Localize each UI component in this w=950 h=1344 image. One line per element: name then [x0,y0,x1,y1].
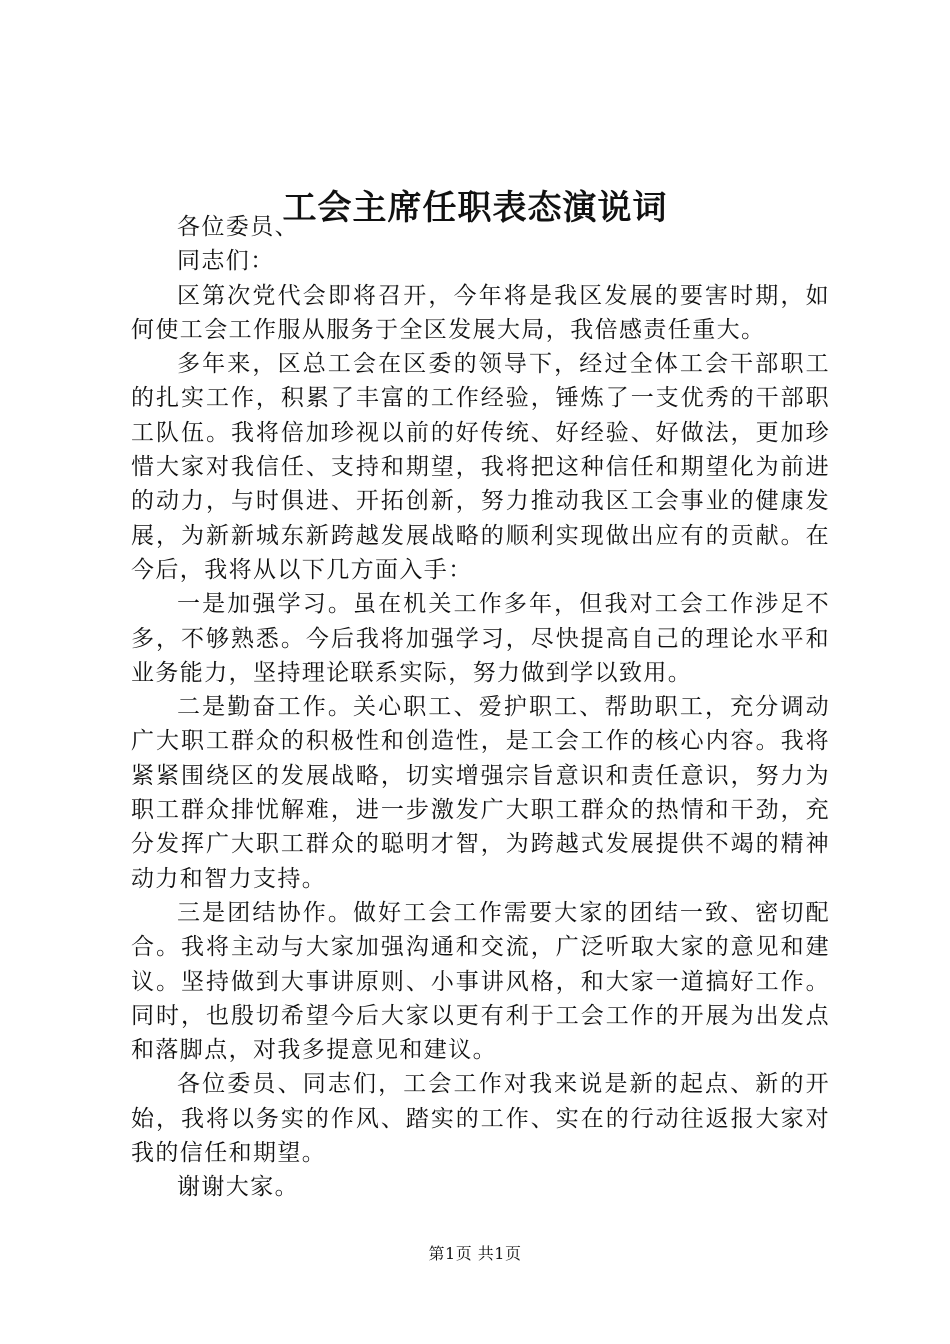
body-paragraph: 各位委员、同志们，工会工作对我来说是新的起点、新的开始，我将以务实的作风、踏实的工作、实在的行动往返报大家对我的信任和期望。 [131,1071,830,1167]
body-paragraph: 区第次党代会即将召开，今年将是我区发展的要害时期，如何使工会工作服从服务于全区发展大局，我倍感责任重大。 [131,282,830,343]
body-paragraph: 三是团结协作。做好工会工作需要大家的团结一致、密切配合。我将主动与大家加强沟通和交流，广泛听取大家的意见和建议。坚持做到大事讲原则、小事讲风格，和大家一道搞好工作。同时，也殷切希望今后大家以更有利于工会工作的开展为出发点和落脚点，对我多提意见和建议。 [131,899,830,1064]
body-paragraph: 二是勤奋工作。关心职工、爱护职工、帮助职工，充分调动广大职工群众的积极性和创造性，是工会工作的核心内容。我将紧紧围绕区的发展战略，切实增强宗旨意识和责任意识，努力为职工群众排忧解难，进一步激发广大职工群众的热情和干劲，充分发挥广大职工群众的聪明才智，为跨越式发展提供不竭的精神动力和智力支持。 [131,694,830,892]
body-paragraph: 一是加强学习。虽在机关工作多年，但我对工会工作涉足不多，不够熟悉。今后我将加强学习，尽快提高自己的理论水平和业务能力，坚持理论联系实际，努力做到学以致用。 [131,591,830,686]
salutation-line: 各位委员、 [177,214,299,240]
body-paragraph: 多年来，区总工会在区委的领导下，经过全体工会干部职工的扎实工作，积累了丰富的工作经验，锤炼了一支优秀的干部职工队伍。我将倍加珍视以前的好传统、好经验、好做法，更加珍惜大家对我信任、支持和期望，我将把这种信任和期望化为前进的动力，与时俱进、开拓创新，努力推动我区工会事业的健康发展，为新新城东新跨越发展战略的顺利实现做出应有的贡献。在今后，我将从以下几方面入手： [131,351,830,583]
closing-line: 谢谢大家。 [177,1174,299,1201]
page-footer [0,1244,950,1264]
salutation-line: 同志们： [177,248,275,275]
document-body [131,210,830,1205]
page-indicator: 第1页 共1页 [428,1244,522,1263]
document-title: 工会主席任职表态演说词 [282,188,668,228]
